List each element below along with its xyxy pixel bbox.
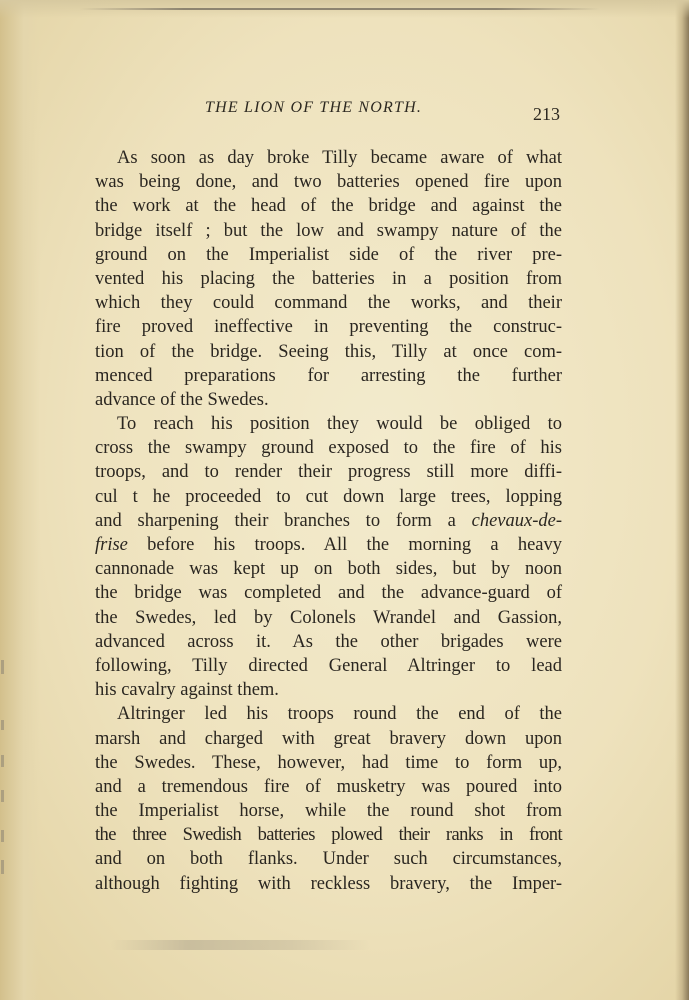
body-text (95, 146, 562, 896)
margin-marks (0, 660, 10, 880)
text-line-mixed (95, 533, 562, 557)
text-line: which they could command the works, and their (95, 293, 562, 314)
text-line: and on both flanks. Under such circumstances, (95, 849, 562, 870)
text-line: cul t he proceeded to cut down large trees, lopping (95, 486, 562, 507)
italic-term: chevaux-de- (471, 510, 562, 531)
text-line: his cavalry against them. (95, 680, 279, 701)
page-edge-shadow (675, 0, 689, 1000)
text-line: the work at the head of the bridge and against the (95, 196, 562, 217)
text-line: advance of the Swedes. (95, 389, 269, 410)
text-line: although fighting with reckless bravery, the Imper- (95, 873, 562, 894)
text-line: following, Tilly directed General Altringer to lead (95, 655, 562, 676)
page-number: 213 (533, 104, 560, 124)
text-line: and a tremendous fire of musketry was poured into (95, 776, 562, 797)
text-line: troops, and to render their progress still more diffi- (95, 462, 562, 483)
text-line: menced preparations for arresting the further (95, 365, 562, 386)
top-rule (80, 8, 600, 10)
text-run: before his troops. All the morning a heavy (127, 535, 562, 555)
text-line: ground on the Imperialist side of the river pre- (95, 244, 562, 265)
text-line: To reach his position they would be obliged to (117, 414, 562, 435)
text-line: the bridge was completed and the advance-guard of (95, 583, 562, 604)
italic-term: frise (95, 535, 128, 555)
text-line: the Swedes, led by Colonels Wrandel and Gassion, (95, 607, 562, 628)
text-line: bridge itself ; but the low and swampy nature of the (95, 220, 562, 241)
text-line: was being done, and two batteries opened fire upon (95, 172, 562, 193)
text-line: As soon as day broke Tilly became aware of what (117, 148, 562, 168)
text-line-mixed (95, 509, 562, 533)
text-line: cannonade was kept up on both sides, but by noon (95, 559, 562, 580)
text-line: the Swedes. These, however, had time to form up, (95, 752, 562, 773)
text-line: cross the swampy ground exposed to the fire of his (95, 438, 562, 459)
text-line: tion of the bridge. Seeing this, Tilly at once com- (95, 341, 562, 362)
text-run: and sharpening their branches to form a (95, 510, 472, 531)
text-line: fire proved ineffective in preventing the construc- (95, 317, 562, 338)
text-line: Altringer led his troops round the end of the (117, 704, 562, 725)
text-line: advanced across it. As the other brigades were (95, 631, 562, 652)
text-line: marsh and charged with great bravery down upon (95, 728, 562, 749)
text-line: the Imperialist horse, while the round shot from (95, 801, 562, 822)
text-line: the three Swedish batteries plowed their ranks in front (95, 825, 562, 846)
text-line: vented his placing the batteries in a position from (95, 268, 562, 289)
bottom-smudge (110, 940, 370, 950)
running-title: THE LION OF THE NORTH. (205, 99, 423, 116)
